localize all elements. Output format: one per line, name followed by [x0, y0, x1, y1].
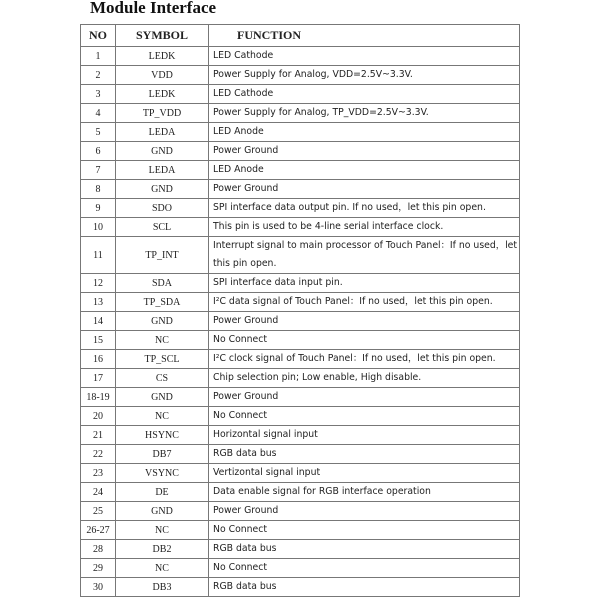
table-row [81, 142, 520, 161]
pin-function: SPI interface data input pin. [209, 274, 520, 293]
pin-symbol: NC [116, 331, 209, 350]
pin-symbol: NC [116, 559, 209, 578]
pin-number: 17 [81, 369, 116, 388]
pin-symbol: DB2 [116, 540, 209, 559]
table-row [81, 199, 520, 218]
table-row [81, 407, 520, 426]
table-row [81, 237, 520, 274]
section-title: Module Interface [90, 0, 217, 17]
pin-symbol: CS [116, 369, 209, 388]
table-row [81, 180, 520, 199]
pin-symbol: NC [116, 521, 209, 540]
table-row [81, 502, 520, 521]
pin-number: 6 [81, 142, 116, 161]
pin-symbol: DE [116, 483, 209, 502]
table-row [81, 426, 520, 445]
pin-function: Data enable signal for RGB interface operation [209, 483, 520, 502]
pin-symbol: LEDA [116, 123, 209, 142]
pin-symbol: TP_INT [116, 237, 209, 274]
pin-symbol: TP_SCL [116, 350, 209, 369]
pin-function: Vertizontal signal input [209, 464, 520, 483]
table-row [81, 445, 520, 464]
pin-symbol: TP_VDD [116, 104, 209, 123]
table-row [81, 218, 520, 237]
pin-function: Power Ground [209, 142, 520, 161]
table-row [81, 47, 520, 66]
table-row [81, 350, 520, 369]
pin-number: 14 [81, 312, 116, 331]
table-row [81, 540, 520, 559]
pin-number: 2 [81, 66, 116, 85]
pin-number: 11 [81, 237, 116, 274]
pin-number: 12 [81, 274, 116, 293]
table-row [81, 521, 520, 540]
pin-number: 10 [81, 218, 116, 237]
pin-number: 30 [81, 578, 116, 597]
pin-function: Power Ground [209, 388, 520, 407]
pin-function: LED Cathode [209, 47, 520, 66]
table-row [81, 464, 520, 483]
pin-number: 25 [81, 502, 116, 521]
table-row [81, 483, 520, 502]
pin-symbol: NC [116, 407, 209, 426]
pin-function: Power Ground [209, 312, 520, 331]
pin-number: 20 [81, 407, 116, 426]
pin-function: LED Anode [209, 161, 520, 180]
table-header-row [81, 25, 520, 47]
pin-symbol: TP_SDA [116, 293, 209, 312]
pin-function: SPI interface data output pin. If no used，let this pin open. [209, 199, 520, 218]
pin-symbol: GND [116, 388, 209, 407]
pin-function: No Connect [209, 331, 520, 350]
pin-function: Chip selection pin; Low enable, High disable. [209, 369, 520, 388]
pin-symbol: LEDA [116, 161, 209, 180]
pin-number: 26-27 [81, 521, 116, 540]
pin-number: 28 [81, 540, 116, 559]
pin-number: 21 [81, 426, 116, 445]
pin-number: 8 [81, 180, 116, 199]
pin-function: RGB data bus [209, 540, 520, 559]
pin-number: 5 [81, 123, 116, 142]
pin-number: 22 [81, 445, 116, 464]
pin-function: No Connect [209, 521, 520, 540]
pin-function: Horizontal signal input [209, 426, 520, 445]
table-row [81, 274, 520, 293]
pin-symbol: GND [116, 180, 209, 199]
table-row [81, 312, 520, 331]
pin-symbol: SDA [116, 274, 209, 293]
header-symbol: SYMBOL [116, 25, 209, 47]
pin-symbol: GND [116, 142, 209, 161]
table-row [81, 559, 520, 578]
pin-symbol: VSYNC [116, 464, 209, 483]
header-no: NO [81, 25, 116, 47]
pin-function: RGB data bus [209, 445, 520, 464]
pin-symbol: GND [116, 502, 209, 521]
pin-number: 29 [81, 559, 116, 578]
pin-function: I²C data signal of Touch Panel：If no used，let this pin open. [209, 293, 520, 312]
pin-function: Power Ground [209, 502, 520, 521]
pin-number: 7 [81, 161, 116, 180]
pin-symbol: GND [116, 312, 209, 331]
pin-function: Power Supply for Analog, VDD=2.5V~3.3V. [209, 66, 520, 85]
header-function: FUNCTION [209, 25, 520, 47]
pin-number: 4 [81, 104, 116, 123]
pin-symbol: DB3 [116, 578, 209, 597]
table-row [81, 388, 520, 407]
table-row [81, 293, 520, 312]
pin-function: LED Anode [209, 123, 520, 142]
pin-symbol: SDO [116, 199, 209, 218]
pin-function: RGB data bus [209, 578, 520, 597]
pin-function: No Connect [209, 559, 520, 578]
table-row [81, 66, 520, 85]
pin-function: Power Ground [209, 180, 520, 199]
table-row [81, 104, 520, 123]
table-row [81, 331, 520, 350]
pin-symbol: DB7 [116, 445, 209, 464]
table-row [81, 85, 520, 104]
pin-number: 18-19 [81, 388, 116, 407]
pin-symbol: LEDK [116, 85, 209, 104]
pin-function: LED Cathode [209, 85, 520, 104]
table-row [81, 123, 520, 142]
pin-number: 1 [81, 47, 116, 66]
pin-symbol: HSYNC [116, 426, 209, 445]
pin-number: 15 [81, 331, 116, 350]
pin-symbol: SCL [116, 218, 209, 237]
pin-number: 13 [81, 293, 116, 312]
pin-function: I²C clock signal of Touch Panel：If no used，let this pin open. [209, 350, 520, 369]
pin-number: 9 [81, 199, 116, 218]
pin-number: 24 [81, 483, 116, 502]
pin-number: 3 [81, 85, 116, 104]
pin-symbol: VDD [116, 66, 209, 85]
pin-function: This pin is used to be 4-line serial interface clock. [209, 218, 520, 237]
pin-symbol: LEDK [116, 47, 209, 66]
table-row [81, 369, 520, 388]
pin-number: 23 [81, 464, 116, 483]
pin-function: Interrupt signal to main processor of Touch Panel：If no used，let this pin open. [209, 237, 520, 274]
table-row [81, 578, 520, 597]
pin-function: Power Supply for Analog, TP_VDD=2.5V~3.3V. [209, 104, 520, 123]
table-row [81, 161, 520, 180]
pin-number: 16 [81, 350, 116, 369]
pin-table [80, 24, 520, 597]
pin-function: No Connect [209, 407, 520, 426]
